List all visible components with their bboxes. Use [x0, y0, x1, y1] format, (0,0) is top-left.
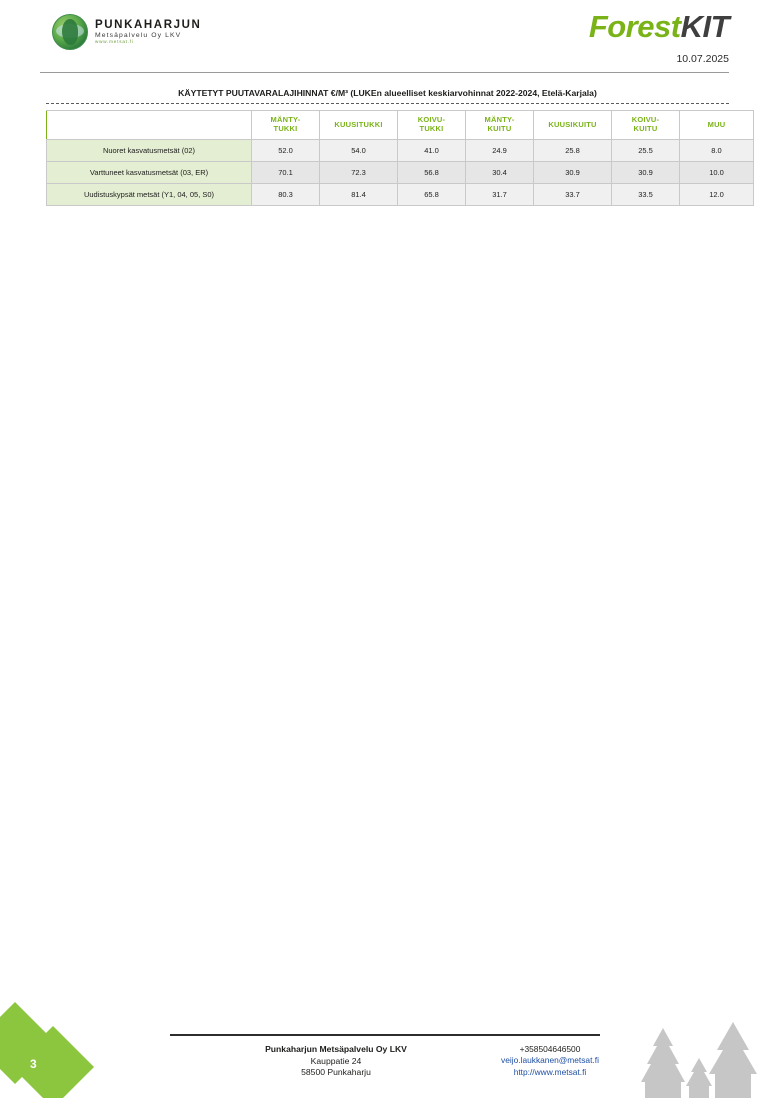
cell-value: 33.7 [534, 184, 612, 206]
column-header-manty-tukki [252, 111, 320, 140]
footer-company-name: Punkaharjun Metsäpalvelu Oy LKV [265, 1044, 407, 1054]
cell-value: 8.0 [680, 140, 754, 162]
cell-value: 70.1 [252, 162, 320, 184]
column-header-kuusitukki: KUUSITUKKI [320, 111, 398, 140]
cell-value: 30.9 [612, 162, 680, 184]
tree-silhouettes-icon [629, 1002, 769, 1098]
table-header-row-group [47, 111, 754, 140]
footer-address-line2: 58500 Punkaharju [301, 1067, 371, 1078]
cell-value: 30.9 [534, 162, 612, 184]
row-label-nuoret-kasvatusmetsat: Nuoret kasvatusmetsät (02) [47, 140, 252, 162]
table-header-row [47, 111, 754, 140]
footer-website[interactable]: http://www.metsat.fi [513, 1066, 587, 1077]
column-header-empty [47, 111, 252, 140]
company-logo [52, 14, 201, 50]
column-header-manty-kuitu [466, 111, 534, 140]
logo-company-url: www.metsat.fi [95, 39, 134, 45]
column-header-line2: KUITU [487, 124, 512, 133]
page-header [0, 0, 769, 72]
cell-value: 24.9 [466, 140, 534, 162]
timber-price-table [46, 110, 754, 206]
row-label-uudistuskypsat-metsat: Uudistuskypsät metsät (Y1, 04, 05, S0) [47, 184, 252, 206]
page-number-badge [0, 1002, 96, 1098]
column-header-kuusikuitu: KUUSIKUITU [534, 111, 612, 140]
cell-value: 41.0 [398, 140, 466, 162]
document-date: 10.07.2025 [676, 53, 729, 65]
price-table-section [46, 88, 729, 206]
column-header-line1: MÄNTY- [484, 115, 515, 125]
header-divider [40, 72, 729, 73]
cell-value: 80.3 [252, 184, 320, 206]
logo-company-name: PUNKAHARJUN [95, 19, 202, 31]
footer-address-line1: Kauppatie 24 [310, 1055, 362, 1066]
table-row [47, 184, 754, 206]
cell-value: 56.8 [398, 162, 466, 184]
cell-value: 81.4 [320, 184, 398, 206]
column-header-line2: TUKKI [273, 124, 298, 133]
cell-value: 52.0 [252, 140, 320, 162]
column-header-koivu-kuitu [612, 111, 680, 140]
logo-text-block [95, 19, 201, 45]
column-header-line1: KOIVU- [417, 115, 446, 125]
column-header-muu: MUU [680, 111, 754, 140]
brand-kit-text: KIT [680, 9, 729, 44]
table-row [47, 140, 754, 162]
column-header-line2: TUKKI [419, 124, 444, 133]
footer-email[interactable]: veijo.laukkanen@metsat.fi [501, 1055, 599, 1066]
footer-divider [170, 1034, 600, 1036]
cell-value: 12.0 [680, 184, 754, 206]
cell-value: 72.3 [320, 162, 398, 184]
page-number: 3 [30, 1057, 37, 1071]
cell-value: 25.5 [612, 140, 680, 162]
column-header-koivu-tukki [398, 111, 466, 140]
row-label-varttuneet-kasvatusmetsat: Varttuneet kasvatusmetsät (03, ER) [47, 162, 252, 184]
cell-value: 10.0 [680, 162, 754, 184]
column-header-line1: MÄNTY- [270, 115, 301, 125]
footer-phone: +358504646500 [519, 1044, 581, 1054]
logo-company-subtitle: Metsäpalvelu Oy LKV [95, 32, 182, 40]
cell-value: 25.8 [534, 140, 612, 162]
cell-value: 30.4 [466, 162, 534, 184]
brand-forest-text: Forest [588, 9, 681, 44]
cell-value: 54.0 [320, 140, 398, 162]
column-header-line1: KOIVU- [631, 115, 660, 125]
cell-value: 33.5 [612, 184, 680, 206]
table-row [47, 162, 754, 184]
column-header-line2: KUITU [633, 124, 658, 133]
product-brand [589, 11, 729, 42]
cell-value: 65.8 [398, 184, 466, 206]
globe-tree-icon [52, 14, 88, 50]
forest-decoration [629, 1002, 769, 1098]
table-body [47, 140, 754, 206]
section-dashed-divider [46, 103, 729, 104]
section-title: KÄYTETYT PUUTAVARALAJIHINNAT €/M³ (LUKEn alueelliset keskiarvohinnat 2022-2024, Etelä-Karjala) [178, 88, 597, 98]
cell-value: 31.7 [466, 184, 534, 206]
